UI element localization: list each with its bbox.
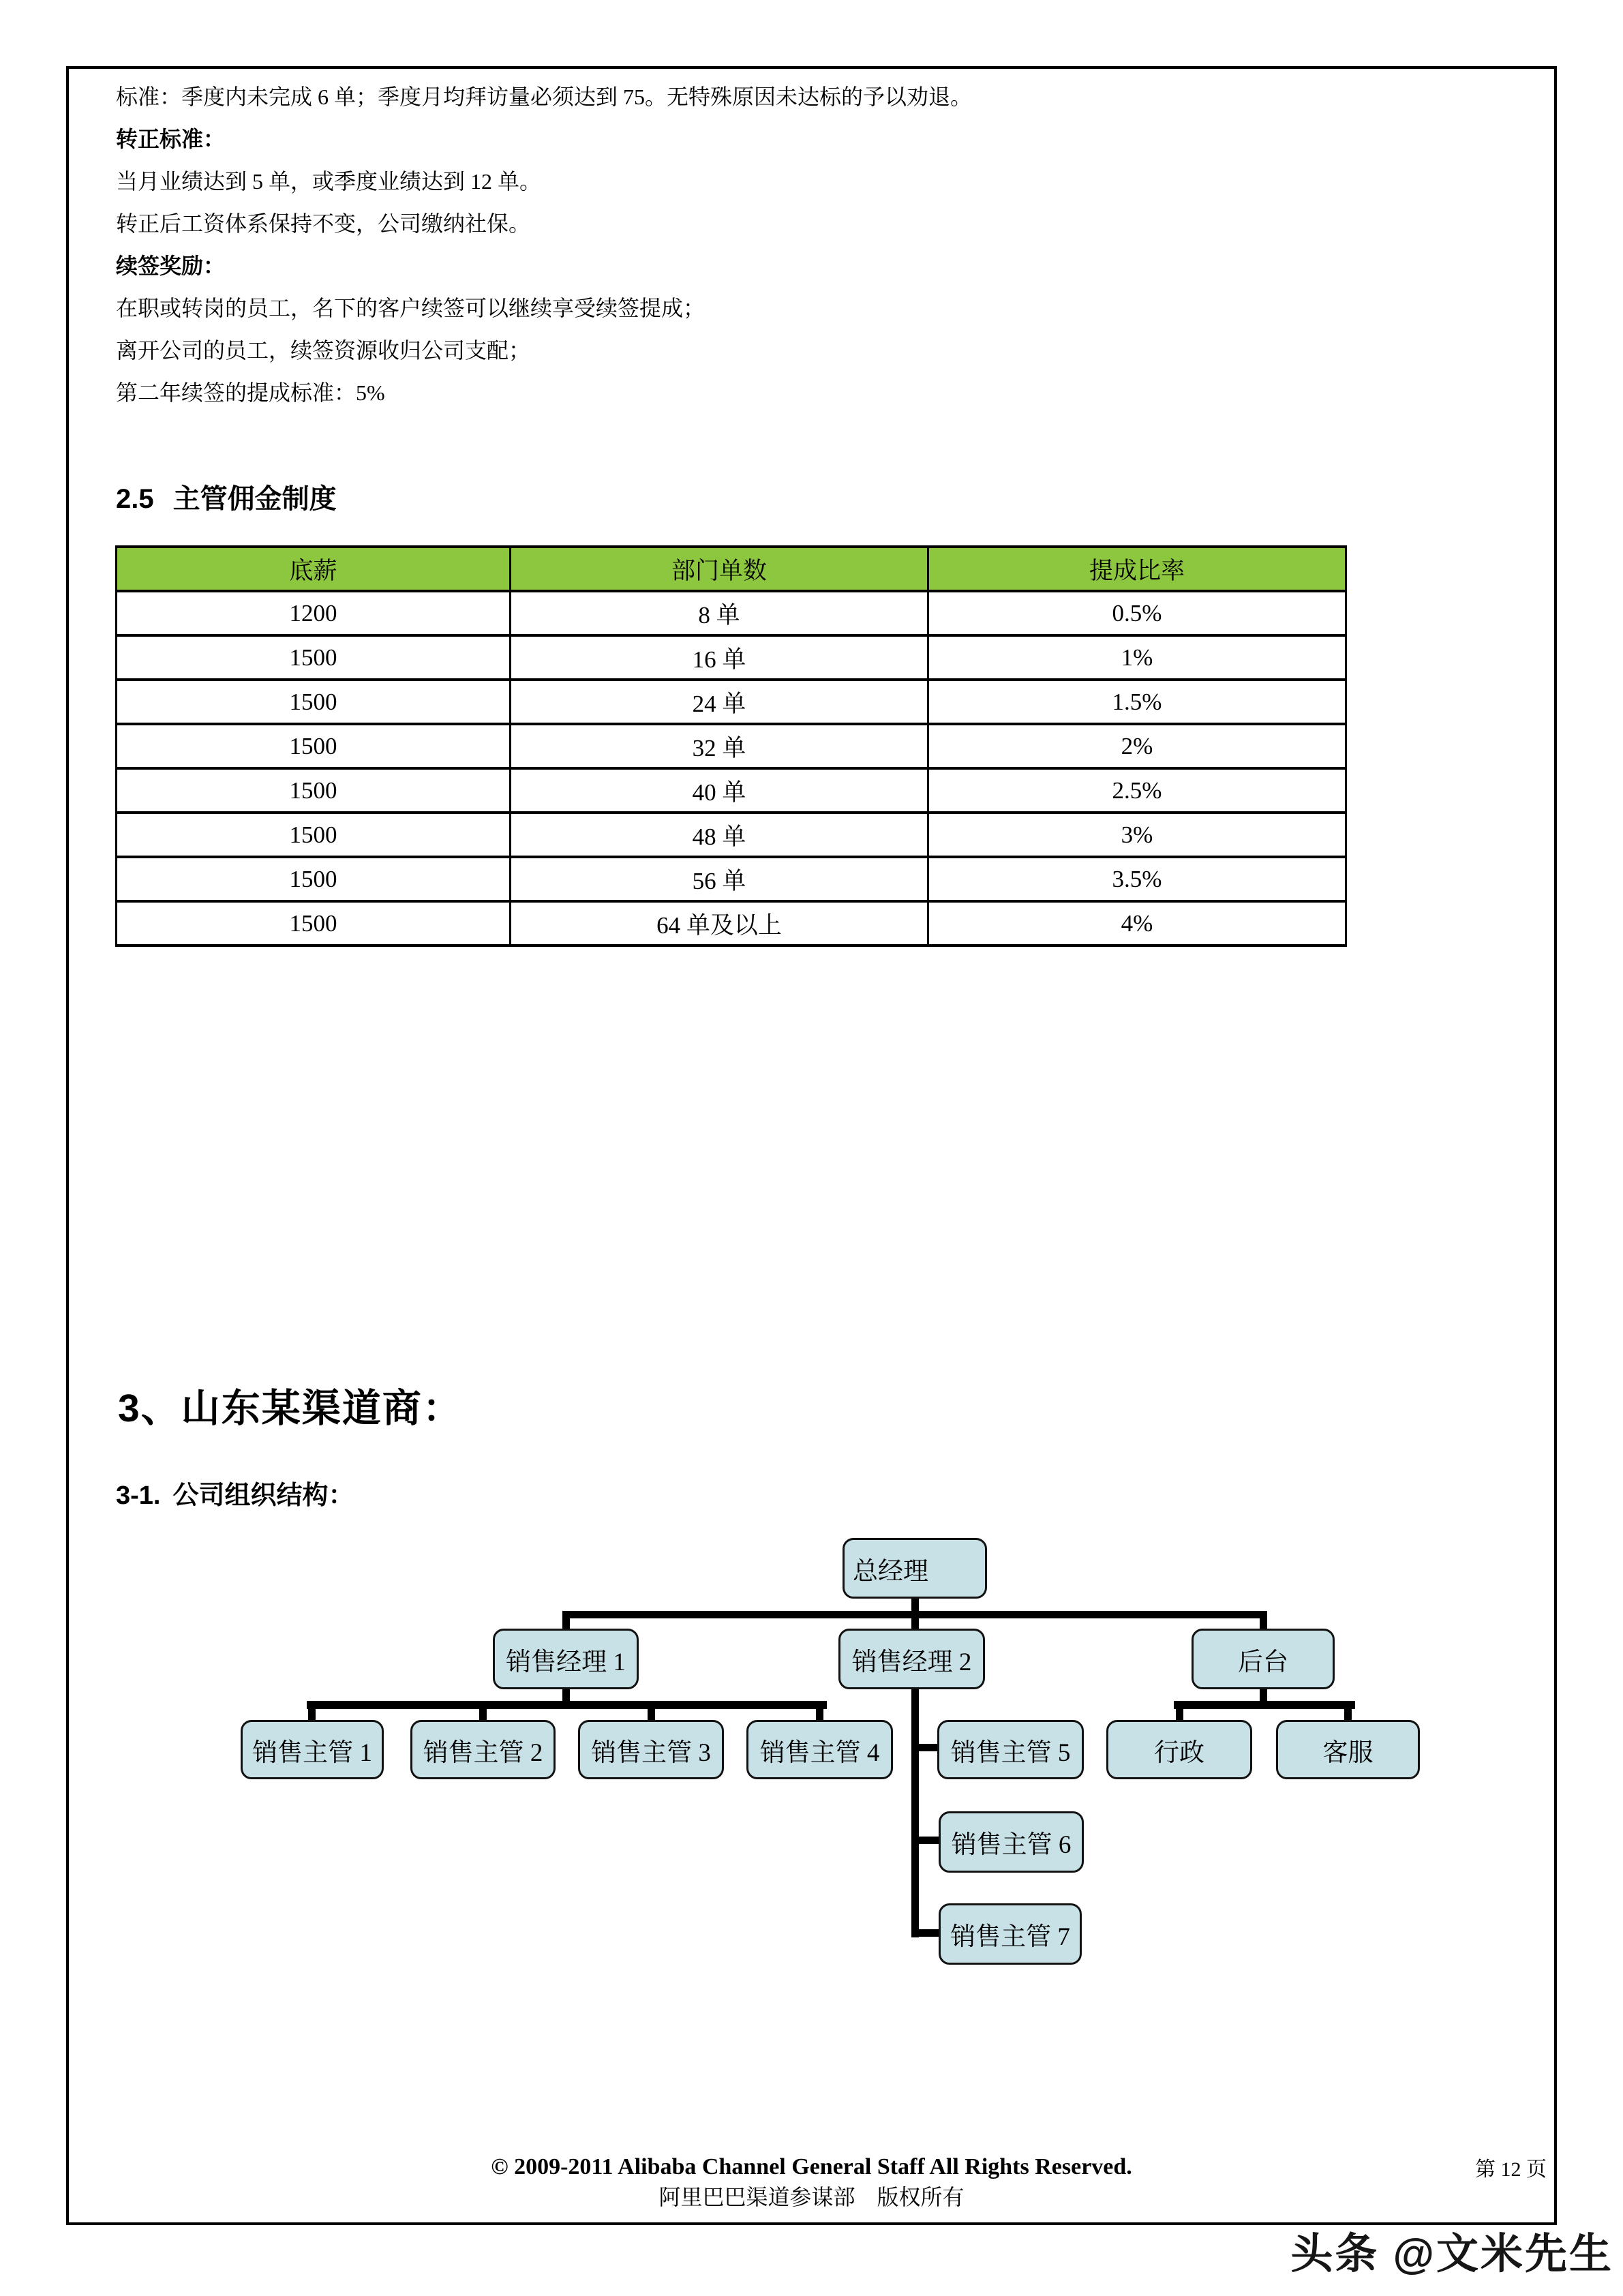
section-title: 公司组织结构： [172, 1481, 354, 1510]
section-title: 主管佣金制度 [172, 484, 337, 514]
org-node-sales-supervisor-2: 销售主管 2 [410, 1720, 556, 1779]
intro-line: 第二年续签的提成标准：5% [116, 380, 385, 405]
connector-admin-up [1176, 1708, 1183, 1721]
table-cell: 2% [928, 724, 1346, 768]
org-node-back-office: 后台 [1192, 1629, 1335, 1689]
table-cell: 0.5% [928, 591, 1346, 635]
table-cell: 1500 [117, 813, 511, 857]
org-node-sales-supervisor-4: 销售主管 4 [746, 1720, 893, 1779]
intro-line: 当月业绩达到 5 单，或季度业绩达到 12 单。 [116, 169, 542, 194]
org-node-sales-manager-2: 销售经理 2 [838, 1629, 985, 1689]
connector-sup7-stub [917, 1929, 940, 1937]
org-node-sales-supervisor-7: 销售主管 7 [939, 1903, 1082, 1965]
table-cell: 24 单 [511, 680, 928, 724]
table-cell: 1500 [117, 680, 511, 724]
table-cell: 48 单 [511, 813, 928, 857]
table-cell: 1% [928, 635, 1346, 680]
connector-sup2-up [479, 1708, 487, 1721]
org-node-sales-supervisor-6: 销售主管 6 [939, 1811, 1084, 1873]
table-cell: 1500 [117, 768, 511, 813]
connector-sup4-up [816, 1708, 823, 1721]
connector-sup1-up [308, 1708, 316, 1721]
connector-sup5-stub [917, 1744, 939, 1751]
table-cell: 64 单及以上 [511, 901, 928, 946]
table-cell: 1500 [117, 901, 511, 946]
table-cell: 16 单 [511, 635, 928, 680]
table-cell: 1500 [117, 635, 511, 680]
intro-subheading-promotion: 转正标准： [116, 127, 226, 151]
table-cell: 1200 [117, 591, 511, 635]
table-header-dept-orders: 部门单数 [511, 547, 928, 591]
connector-back-bar [1174, 1701, 1355, 1709]
table-cell: 8 单 [511, 591, 928, 635]
section-number: 3-1. [116, 1481, 161, 1510]
intro-subheading-renewal: 续签奖励： [116, 254, 226, 278]
page-number: 第 12 页 [1475, 2158, 1547, 2181]
table-header-commission-rate: 提成比率 [928, 547, 1346, 591]
section-3-heading: 3、山东某渠道商： [118, 1387, 463, 1430]
section-number: 2.5 [116, 484, 154, 514]
table-cell: 32 单 [511, 724, 928, 768]
intro-line: 离开公司的员工，续签资源收归公司支配； [116, 338, 531, 363]
intro-line: 转正后工资体系保持不变，公司缴纳社保。 [116, 211, 531, 236]
table-cell: 3.5% [928, 857, 1346, 901]
footer-copyright: © 2009-2011 Alibaba Channel General Staff All Rights Reserved. [491, 2154, 1132, 2179]
footer-department: 阿里巴巴渠道参谋部 版权所有 [658, 2185, 965, 2209]
table-cell: 1.5% [928, 680, 1346, 724]
table-cell: 2.5% [928, 768, 1346, 813]
org-node-sales-supervisor-5: 销售主管 5 [937, 1720, 1084, 1779]
connector-mgr2-spine [911, 1688, 919, 1937]
table-cell: 40 单 [511, 768, 928, 813]
org-node-sales-supervisor-3: 销售主管 3 [578, 1720, 724, 1779]
table-cell: 4% [928, 901, 1346, 946]
org-node-customer-service: 客服 [1276, 1720, 1420, 1779]
connector-sup3-up [648, 1708, 655, 1721]
connector-sup6-stub [917, 1837, 940, 1844]
intro-line: 在职或转岗的员工，名下的客户续签可以继续享受续签提成； [116, 296, 706, 320]
table-cell: 56 单 [511, 857, 928, 901]
org-node-general-manager: 总经理 [843, 1538, 987, 1599]
table-cell: 1500 [117, 857, 511, 901]
table-header-base-salary: 底薪 [117, 547, 511, 591]
connector-cs-up [1344, 1708, 1352, 1721]
watermark-text: 头条 @文米先生 [1290, 2231, 1613, 2278]
table-cell: 1500 [117, 724, 511, 768]
connector-level3-bar [307, 1701, 827, 1709]
intro-line: 标准：季度内未完成 6 单；季度月均拜访量必须达到 75。无特殊原因未达标的予以劝退。 [116, 85, 973, 109]
org-node-sales-manager-1: 销售经理 1 [493, 1629, 639, 1689]
org-node-admin: 行政 [1106, 1720, 1252, 1779]
org-node-sales-supervisor-1: 销售主管 1 [241, 1720, 384, 1779]
table-cell: 3% [928, 813, 1346, 857]
